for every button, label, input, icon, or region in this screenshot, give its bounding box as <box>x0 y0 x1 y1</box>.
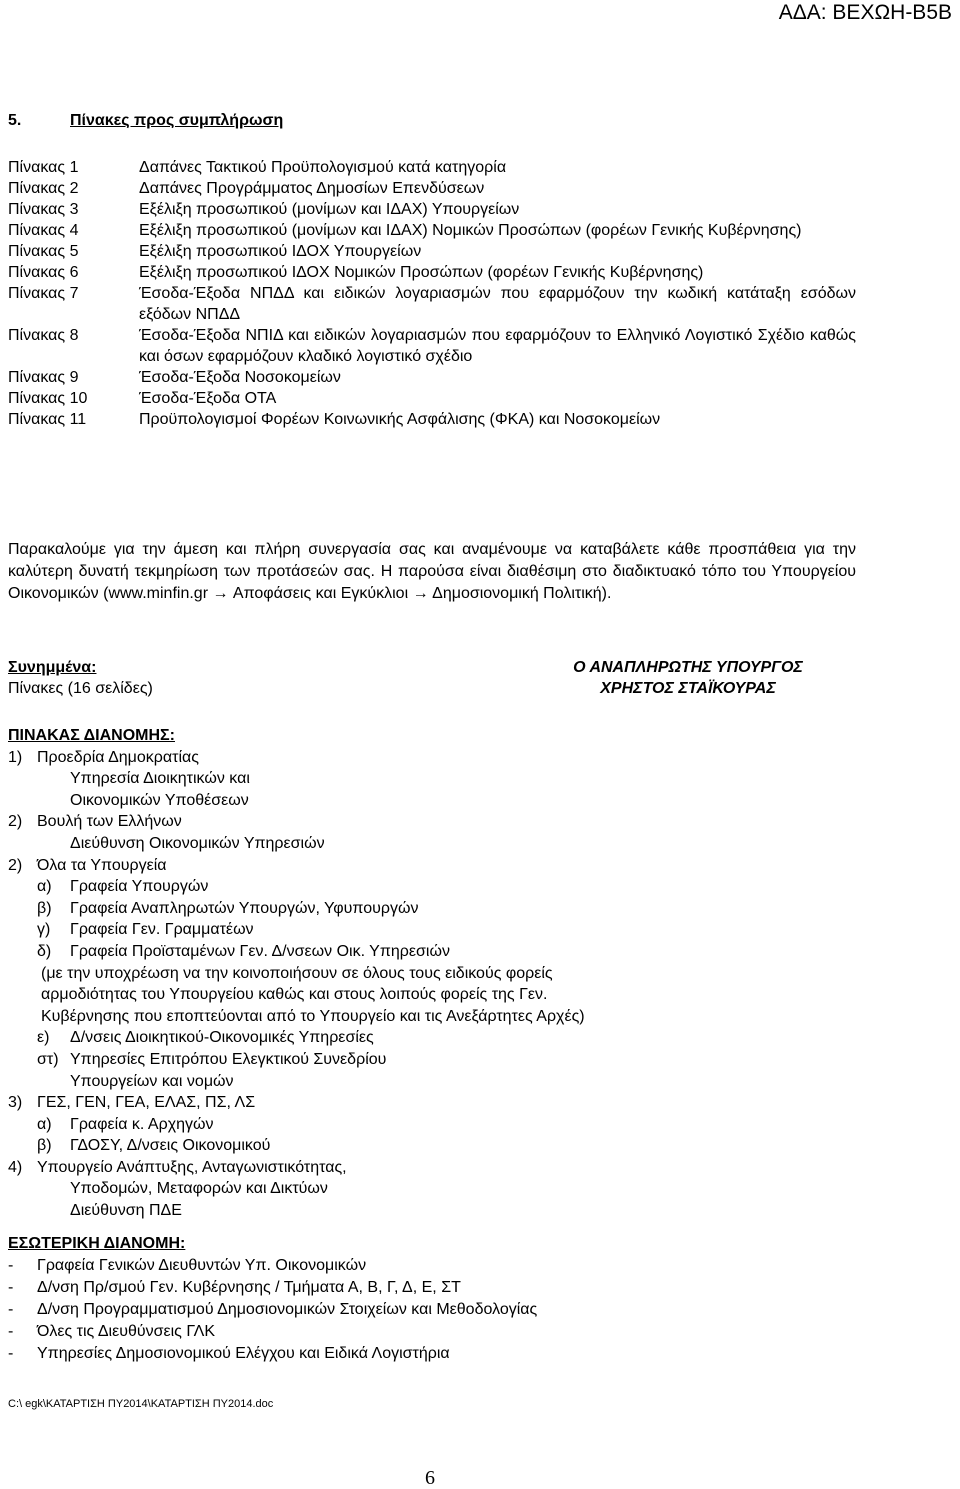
distribution-line-text: Γραφεία κ. Αρχηγών <box>70 1115 214 1133</box>
table-row <box>8 157 856 178</box>
ada-code: ΑΔΑ: ΒΕΧΩΗ-Β5Β <box>778 1 952 24</box>
distribution-line <box>8 811 768 833</box>
body-paragraph: Παρακαλούμε για την άμεση και πλήρη συνεργασία σας και αναμένουμε να καταβάλετε κάθε προσπάθεια για την καλύτερη δυνατή τεκμηρίωση των προτάσεών σας. Η παρούσα είναι διαθέσιμη στο διαδικτυακό τόπο του Υπουργείου Οικονομικών (www.minfin.gr → Αποφάσεις και Εγκύκλιοι → Δημοσιονομική Πολιτική). <box>8 541 856 602</box>
distribution-line <box>8 1135 768 1157</box>
internal-item-text: Δ/νση Προγραμματισμού Δημοσιονομικών Στοιχείων και Μεθοδολογίας <box>37 1301 538 1318</box>
table-description: Έσοδα-Έξοδα Νοσοκομείων <box>139 369 341 386</box>
distribution-line-number: 3) <box>8 1094 23 1112</box>
distribution-heading: ΠΙΝΑΚΑΣ ΔΙΑΝΟΜΗΣ: <box>8 727 175 744</box>
internal-heading: ΕΣΩΤΕΡΙΚΗ ΔΙΑΝΟΜΗ: <box>8 1235 186 1252</box>
distribution-line-text: Γραφεία Προϊσταμένων Γεν. Δ/νσεων Οικ. Υπηρεσιών <box>70 942 450 960</box>
distribution-line-text: Διεύθυνση ΠΔΕ <box>70 1202 182 1220</box>
distribution-line <box>8 1114 768 1136</box>
distribution-line <box>8 1092 768 1114</box>
internal-item <box>8 1277 768 1299</box>
table-description: Δαπάνες Τακτικού Προϋπολογισμού κατά κατηγορία <box>139 159 507 176</box>
signature-name: ΧΡΗΣΤΟΣ ΣΤΑΪΚΟΥΡΑΣ <box>600 680 776 697</box>
table-description: Έσοδα-Έξοδα ΝΠΔΔ και ειδικών λογαριασμών που εφαρμόζουν την κωδική κατάταξη εσόδων εξόδων ΝΠΔΔ <box>139 285 856 323</box>
table-description: Δαπάνες Προγράμματος Δημοσίων Επενδύσεων <box>139 180 485 197</box>
distribution-line <box>8 876 768 898</box>
distribution-line-text: Υπηρεσία Διοικητικών και <box>70 770 250 788</box>
distribution-line <box>8 941 768 963</box>
table-label: Πίνακας 3 <box>8 201 79 218</box>
distribution-line <box>8 1071 768 1093</box>
distribution-line-text: Δ/νσεις Διοικητικού-Οικονομικές Υπηρεσίες <box>70 1029 374 1047</box>
distribution-line-number: δ) <box>37 942 52 960</box>
table-row <box>8 283 856 325</box>
internal-item-text: Όλες τις Διευθύνσεις ΓΛΚ <box>37 1323 216 1340</box>
distribution-line <box>8 768 768 790</box>
distribution-line-number: β) <box>37 1137 52 1155</box>
table-row <box>8 388 856 409</box>
distribution-line-number: α) <box>37 878 52 896</box>
table-row <box>8 199 856 220</box>
table-label: Πίνακας 5 <box>8 243 79 260</box>
distribution-line-text: Γραφεία Υπουργών <box>70 878 209 896</box>
bullet-dash: - <box>8 1257 14 1274</box>
internal-item-text: Υπηρεσίες Δημοσιονομικού Ελέγχου και Ειδικά Λογιστήρια <box>37 1345 450 1362</box>
table-label: Πίνακας 10 <box>8 390 88 407</box>
distribution-line <box>8 898 768 920</box>
section-title <box>8 110 283 131</box>
table-label: Πίνακας 9 <box>8 369 79 386</box>
table-label: Πίνακας 7 <box>8 285 79 302</box>
distribution-line-text: ΓΕΣ, ΓΕΝ, ΓΕΑ, ΕΛΑΣ, ΠΣ, ΛΣ <box>37 1094 256 1112</box>
distribution-line <box>8 919 768 941</box>
internal-item <box>8 1255 768 1277</box>
distribution-lines <box>8 747 768 1222</box>
distribution-line-text: Υπουργείων και νομών <box>70 1072 234 1090</box>
table-label: Πίνακας 6 <box>8 264 79 281</box>
distribution-line <box>8 833 768 855</box>
distribution-line <box>8 1157 768 1179</box>
internal-item <box>8 1299 768 1321</box>
table-description: Εξέλιξη προσωπικού (μονίμων και ΙΔΑΧ) Υπουργείων <box>139 201 520 218</box>
internal-item-text: Δ/νση Πρ/σμού Γεν. Κυβέρνησης / Τμήματα Α, Β, Γ, Δ, Ε, ΣΤ <box>37 1279 461 1296</box>
distribution-line-text: Γραφεία Αναπληρωτών Υπουργών, Υφυπουργών <box>70 899 419 917</box>
attachments-heading: Συνημμένα: <box>8 659 97 676</box>
distribution-line-number: α) <box>37 1115 52 1133</box>
table-description: Εξέλιξη προσωπικού ΙΔΟΧ Νομικών Προσώπων (φορέων Γενικής Κυβέρνησης) <box>139 264 704 281</box>
table-row <box>8 325 856 367</box>
bullet-dash: - <box>8 1301 14 1318</box>
table-row <box>8 367 856 388</box>
distribution-line <box>8 1178 768 1200</box>
table-description: Εξέλιξη προσωπικού (μονίμων και ΙΔΑΧ) Νομικών Προσώπων (φορέων Γενικής Κυβέρνησης) <box>139 222 802 239</box>
table-label: Πίνακας 8 <box>8 327 79 344</box>
distribution-line-text: αρμοδιότητας του Υπουργείου καθώς και στους λοιπούς φορείς της Γεν. <box>41 986 548 1004</box>
distribution-line-text: Υποδομών, Μεταφορών και Δικτύων <box>70 1180 328 1198</box>
distribution-line-number: 2) <box>8 856 23 874</box>
distribution-line-number: 4) <box>8 1158 23 1176</box>
table-row <box>8 220 856 241</box>
internal-item-text: Γραφεία Γενικών Διευθυντών Υπ. Οικονομικών <box>37 1257 367 1274</box>
table-row <box>8 241 856 262</box>
distribution-line-text: Όλα τα Υπουργεία <box>37 856 167 874</box>
bullet-dash: - <box>8 1345 14 1362</box>
signature-block <box>518 657 858 699</box>
distribution-line-number: 1) <box>8 748 23 766</box>
internal-distribution <box>8 1233 768 1365</box>
signature-title: Ο ΑΝΑΠΛΗΡΩΤΗΣ ΥΠΟΥΡΓΟΣ <box>573 659 803 676</box>
table-label: Πίνακας 1 <box>8 159 79 176</box>
distribution-list <box>8 725 768 1222</box>
distribution-line-number: ε) <box>37 1029 50 1047</box>
table-description: Εξέλιξη προσωπικού ΙΔΟΧ Υπουργείων <box>139 243 422 260</box>
footer-file-path: C:\ egk\ΚΑΤΑΡΤΙΣΗ ΠΥ2014\ΚΑΤΑΡΤΙΣΗ ΠΥ2014.doc <box>8 1398 274 1410</box>
distribution-line <box>8 855 768 877</box>
distribution-line <box>8 790 768 812</box>
distribution-line <box>8 984 768 1006</box>
page-number: 6 <box>425 1467 435 1489</box>
distribution-line-text: (με την υποχρέωση να την κοινοποιήσουν σε όλους τους ειδικούς φορείς <box>41 964 553 982</box>
bullet-dash: - <box>8 1323 14 1340</box>
internal-item <box>8 1321 768 1343</box>
table-label: Πίνακας 11 <box>8 411 87 428</box>
table-row <box>8 178 856 199</box>
distribution-line-text: Υπηρεσίες Επιτρόπου Ελεγκτικού Συνεδρίου <box>70 1050 387 1068</box>
distribution-line-number: γ) <box>37 921 51 939</box>
distribution-line-text: Προεδρία Δημοκρατίας <box>37 748 199 766</box>
table-description: Έσοδα-Έξοδα ΟΤΑ <box>139 390 277 407</box>
distribution-line-number: 2) <box>8 813 23 831</box>
distribution-line-text: ΓΔΟΣΥ, Δ/νσεις Οικονομικού <box>70 1137 271 1155</box>
distribution-line <box>8 1049 768 1071</box>
distribution-line <box>8 1027 768 1049</box>
distribution-line-number: β) <box>37 899 52 917</box>
section-title-text: Πίνακες προς συμπλήρωση <box>70 112 284 129</box>
table-label: Πίνακας 2 <box>8 180 79 197</box>
distribution-line-text: Διεύθυνση Οικονομικών Υπηρεσιών <box>70 834 325 852</box>
table-row <box>8 409 856 430</box>
distribution-line <box>8 963 768 985</box>
table-description: Έσοδα-Έξοδα ΝΠΙΔ και ειδικών λογαριασμών που εφαρμόζουν το Ελληνικό Λογιστικό Σχέδιο καθώς και όσων εφαρμόζουν κλαδικό λογιστικό σχέδιο <box>139 327 856 365</box>
distribution-line <box>8 747 768 769</box>
internal-item <box>8 1343 768 1365</box>
distribution-line-text: Κυβέρνησης που εποπτεύονται από το Υπουργείο και τις Ανεξάρτητες Αρχές) <box>41 1007 585 1025</box>
section-number: 5. <box>8 112 22 129</box>
distribution-line-text: Οικονομικών Υποθέσεων <box>70 791 249 809</box>
bullet-dash: - <box>8 1279 14 1296</box>
attachments <box>8 657 153 699</box>
attachments-text: Πίνακες (16 σελίδες) <box>8 680 153 697</box>
distribution-line-text: Βουλή των Ελλήνων <box>37 813 182 831</box>
distribution-line-text: Γραφεία Γεν. Γραμματέων <box>70 921 254 939</box>
table-description: Προϋπολογισμοί Φορέων Κοινωνικής Ασφάλισης (ΦΚΑ) και Νοσοκομείων <box>139 411 661 428</box>
internal-items <box>8 1255 768 1365</box>
table-row <box>8 262 856 283</box>
distribution-line-text: Υπουργείο Ανάπτυξης, Ανταγωνιστικότητας, <box>37 1158 347 1176</box>
distribution-line-number: στ) <box>37 1050 59 1068</box>
tables-list <box>8 157 856 430</box>
table-label: Πίνακας 4 <box>8 222 79 239</box>
distribution-line <box>8 1006 768 1028</box>
distribution-line <box>8 1200 768 1222</box>
